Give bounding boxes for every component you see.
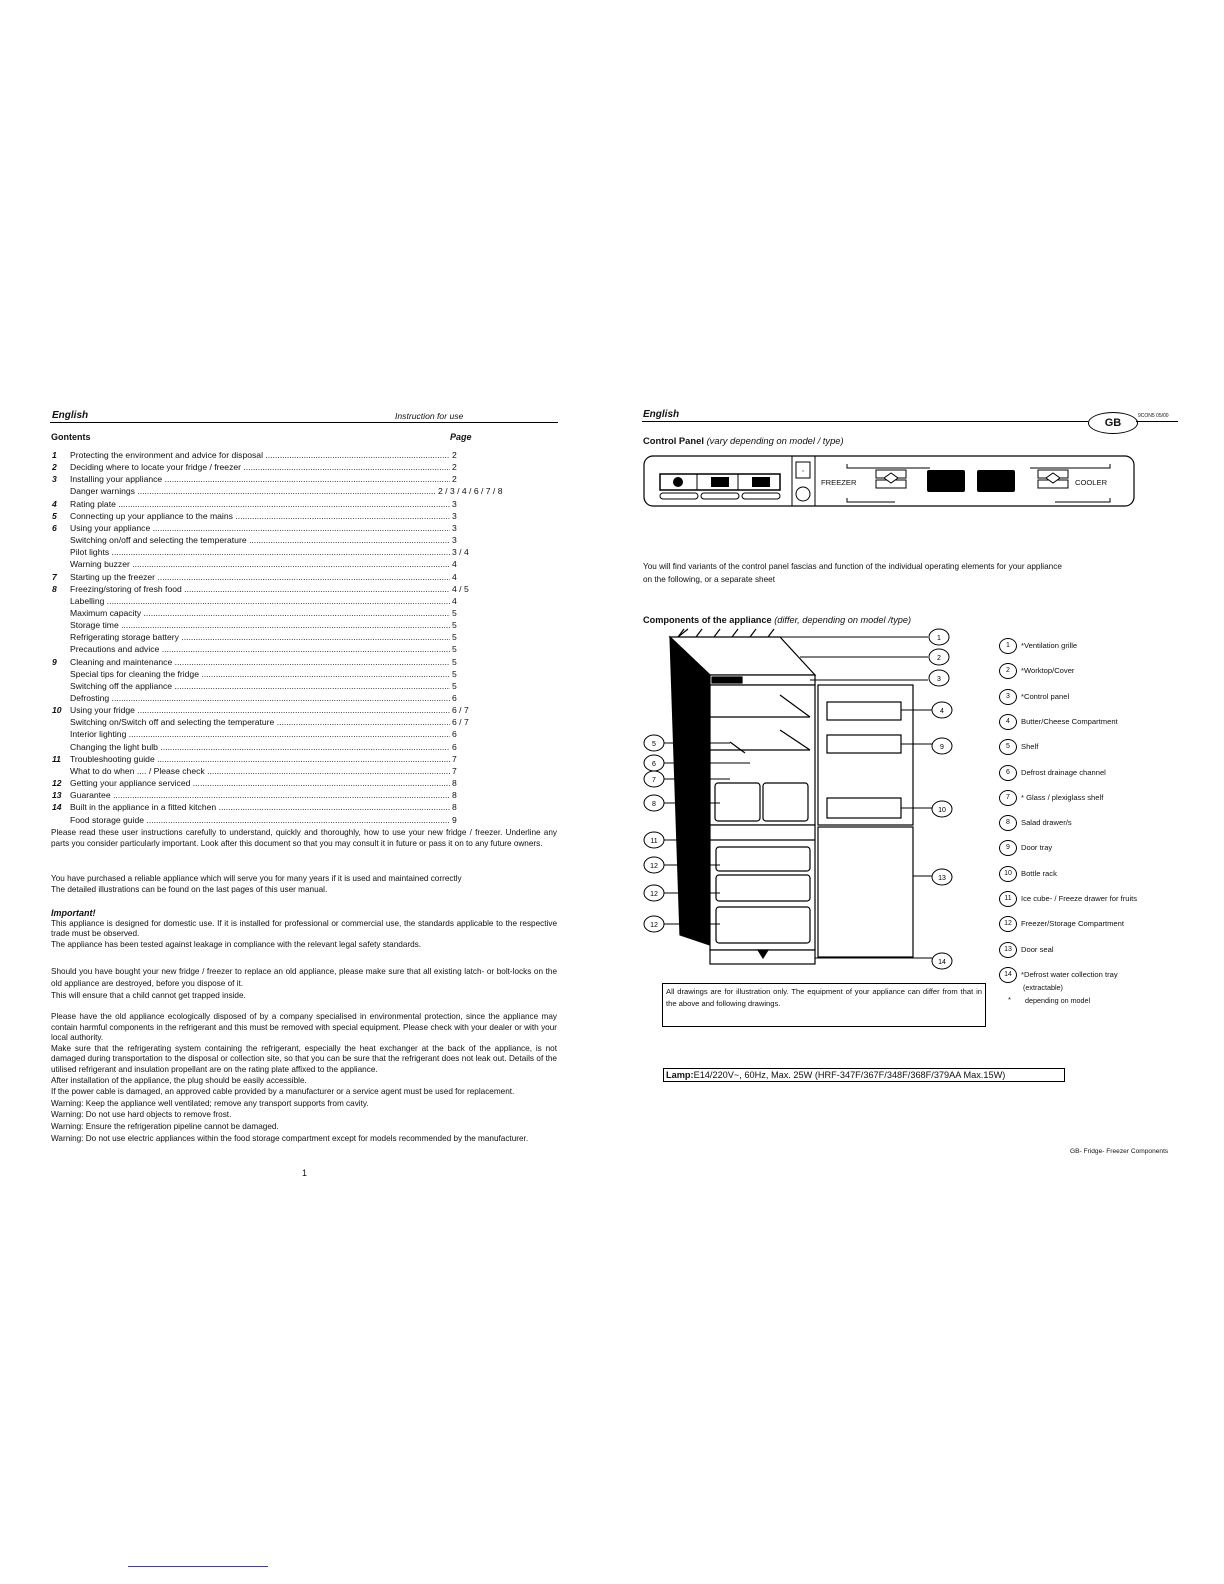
toc-title: Freezing/storing of fresh food ..... (70, 583, 490, 595)
contents-page-label: Page (450, 432, 472, 442)
component-label: *Worktop/Cover (1021, 666, 1075, 676)
callout-1: 1 (937, 635, 941, 642)
component-item (999, 662, 1074, 680)
disposal-section (51, 1012, 557, 1144)
drawings-note-box: All drawings are for illustration only. The equipment of your appliance can differ from that in the above and following drawings. (662, 983, 986, 1027)
left-header-title: Instruction for use (395, 411, 464, 421)
toc-number: 8 (52, 583, 57, 594)
toc-row (52, 814, 522, 826)
toc-page: 3 (450, 498, 522, 510)
toc-row (52, 595, 522, 607)
toc-title: What to do when .... / Please check ..... (70, 765, 490, 777)
toc-page: 9 (450, 814, 522, 826)
component-label: Defrost drainage channel (1021, 767, 1106, 777)
toc-page: 6 (450, 741, 522, 753)
display-dot (673, 477, 683, 487)
replace-text-1: Should you have bought your new fridge / freezer to replace an old appliance, please make sure that all existing latch- or bolt-locks on the old appliance are destroyed, before you dispose of it. (51, 967, 557, 988)
toc-row (52, 510, 522, 522)
toc-page: 4 (450, 571, 522, 583)
important-title: Important! (51, 908, 96, 918)
dispose-text-4: If the power cable is damaged, an approved cable provided by a manufacturer or a service agent must be used for replacement. (51, 1087, 515, 1097)
toc-row (52, 619, 522, 631)
callout-12c: 12 (650, 922, 658, 929)
toc-number: 7 (52, 571, 57, 582)
component-number: 7 (999, 790, 1017, 806)
cooler-display-black (977, 470, 1015, 492)
toc-page: 5 (450, 607, 522, 619)
component-label: Door tray (1021, 843, 1053, 853)
svg-text:·: · (801, 467, 805, 477)
toc-title: Danger warnings ..... (70, 485, 490, 497)
important-text-1: This appliance is designed for domestic use. If it is installed for professional or commercial use, the standards applicable to the respective trade must be observed. (51, 918, 557, 939)
callout-11: 11 (650, 838, 658, 845)
toc-title: Connecting up your appliance to the mains ..... (70, 510, 490, 522)
component-item (999, 865, 1057, 883)
component-item (999, 814, 1072, 832)
component-number: 5 (999, 739, 1017, 755)
toc-page: 5 (450, 656, 522, 668)
toc-row (52, 680, 522, 692)
page-number: 1 (302, 1168, 308, 1178)
extractable-note: (extractable) (1023, 983, 1063, 992)
variants-text-2: on the following, or a separate sheet (643, 575, 775, 584)
component-item (999, 966, 1118, 984)
component-number: 4 (999, 714, 1017, 730)
toc-number: 12 (52, 778, 62, 789)
toc-row (52, 668, 522, 680)
toc-title: Troubleshooting guide ..... (70, 753, 490, 765)
toc-row (52, 741, 522, 753)
toc-number: 9 (52, 656, 57, 667)
toc-row (52, 656, 522, 668)
callout-4: 4 (940, 708, 944, 715)
freezer-door (818, 827, 913, 957)
button-3 (742, 493, 780, 499)
component-item (999, 941, 1054, 959)
component-label: Shelf (1021, 742, 1039, 752)
component-item (999, 839, 1052, 857)
toc-title: Refrigerating storage battery ..... (70, 631, 490, 643)
toc-page: 5 (450, 619, 522, 631)
control-panel-drawing (640, 452, 1140, 512)
toc-title: Interior lighting ..... (70, 728, 490, 740)
button-1 (660, 493, 698, 499)
toc-row (52, 753, 522, 765)
warning-text-1: Warning: Keep the appliance well ventilated; remove any transport supports from cavity. (51, 1098, 369, 1108)
toc-number: 13 (52, 790, 62, 801)
toc-page: 3 (450, 534, 522, 546)
toc-page: 5 (450, 680, 522, 692)
component-item (999, 890, 1137, 908)
toc-number: 1 (52, 450, 57, 460)
callout-3: 3 (937, 676, 941, 683)
components-title: Components of the appliance (643, 615, 772, 625)
toc-row (52, 461, 522, 473)
toc-number: 6 (52, 522, 57, 533)
component-number: 2 (999, 663, 1017, 679)
callout-10: 10 (938, 807, 946, 814)
toc-row (52, 473, 522, 485)
toc-row (52, 498, 522, 510)
freezer-compartment (710, 825, 815, 950)
component-label: * Glass / plexiglass shelf (1021, 792, 1104, 802)
lamp-label: Lamp: (666, 1070, 694, 1080)
toc-title: Starting up the freezer ..... (70, 571, 490, 583)
toc-row (52, 449, 522, 461)
toc-row (52, 534, 522, 546)
component-number: 12 (999, 916, 1017, 932)
component-label: Freezer/Storage Compartment (1021, 919, 1124, 929)
callout-12a: 12 (650, 863, 658, 870)
right-header-language: English (643, 409, 680, 420)
component-number: 1 (999, 638, 1017, 654)
fridge-diagram (640, 625, 960, 975)
toc-page: 5 (450, 668, 522, 680)
callout-5: 5 (652, 741, 656, 748)
toc-title: Using your appliance ..... (70, 522, 490, 534)
purchase-paragraph (51, 874, 557, 895)
depending-note: depending on model (1025, 996, 1091, 1005)
toc-page: 5 (450, 631, 522, 643)
toc-title: Storage time ..... (70, 619, 490, 631)
toc-title: Cleaning and maintenance ..... (70, 656, 490, 668)
toc-page: 4 (450, 595, 522, 607)
toc-page: 8 (450, 777, 522, 789)
callout-9: 9 (940, 744, 944, 751)
toc-row (52, 789, 522, 801)
callout-8: 8 (652, 801, 656, 808)
intro-paragraph (51, 828, 557, 849)
right-header-rule (642, 421, 1088, 422)
toc-page: 4 (450, 558, 522, 570)
toc-row (52, 728, 522, 740)
callout-12b: 12 (650, 891, 658, 898)
display-segment-1 (711, 477, 729, 487)
toc-row (52, 777, 522, 789)
toc-row (52, 607, 522, 619)
right-header-rule-end (1136, 421, 1178, 422)
toc-page: 2 / 3 / 4 / 6 / 7 / 8 (436, 485, 508, 497)
component-number: 9 (999, 840, 1017, 856)
toc-title: Protecting the environment and advice for disposal ..... (70, 449, 490, 461)
toc-page: 6 (450, 692, 522, 704)
toc-number: 11 (52, 753, 61, 764)
component-label: *Defrost water collection tray (1021, 969, 1118, 979)
toc-title: Deciding where to locate your fridge / freezer ..... (70, 461, 490, 473)
toc-number: 14 (52, 802, 62, 813)
important-section (51, 908, 557, 950)
toc-row (52, 485, 522, 497)
toc-title: Defrosting ..... (70, 692, 490, 704)
toc-title: Switching on/Switch off and selecting the temperature ..... (70, 716, 490, 728)
toc-title: Getting your appliance serviced ..... (70, 777, 490, 789)
toc-row (52, 643, 522, 655)
dispose-text-2: Make sure that the refrigerating system containing the refrigerant, especially the heat exchanger at the back of the appliance, is not damaged during transportation to the disposal or collection site, so that you can be sure that the refrigerant does not leak out. Details of the utilised refrigerant and insulation propellant are on the rating plate affixed to the appliance. (51, 1043, 557, 1074)
dispose-text-3: After installation of the appliance, the plug should be easily accessible. (51, 1075, 307, 1085)
cooler-label: COOLER (1075, 478, 1108, 487)
callout-2: 2 (937, 655, 941, 662)
variants-text-1: You will find variants of the control panel fascias and function of the individual operating elements for your appliance (643, 562, 1062, 571)
callout-6: 6 (652, 761, 656, 768)
callout-14: 14 (938, 959, 946, 966)
component-item (999, 688, 1069, 706)
control-panel-heading (643, 435, 844, 446)
toc-row (52, 571, 522, 583)
toc-page: 3 (450, 522, 522, 534)
toc-title: Pilot lights ..... (70, 546, 490, 558)
toc-row (52, 801, 522, 813)
component-number: 8 (999, 815, 1017, 831)
replace-section (51, 966, 557, 1002)
component-item (999, 713, 1118, 731)
toc-row (52, 765, 522, 777)
toc-number: 10 (52, 705, 62, 716)
component-label: Salad drawer/s (1021, 818, 1072, 828)
toc-page: 2 (450, 461, 522, 473)
toc-row (52, 692, 522, 704)
replace-text-2: This will ensure that a child cannot get trapped inside. (51, 991, 246, 1000)
side-panel (670, 637, 710, 945)
toc-title: Rating plate ..... (70, 498, 490, 510)
component-number: 6 (999, 765, 1017, 781)
toc-row (52, 631, 522, 643)
lamp-spec-box (663, 1068, 1065, 1082)
toc-page: 2 (450, 449, 522, 461)
component-item (999, 637, 1077, 655)
component-label: Bottle rack (1021, 868, 1057, 878)
toc-title: Food storage guide ..... (70, 814, 490, 826)
left-header-language: English (52, 410, 89, 421)
freezer-display-black (927, 470, 965, 492)
component-item (999, 789, 1103, 807)
toc-row (52, 522, 522, 534)
toc-title: Installing your appliance ..... (70, 473, 490, 485)
callout-7: 7 (652, 777, 656, 784)
purchase-text-2: The detailed illustrations can be found on the last pages of this user manual. (51, 884, 328, 894)
display-segment-2 (752, 477, 770, 487)
power-knob-icon (796, 487, 810, 501)
right-footer: GB- Fridge- Freezer Components (1070, 1148, 1169, 1155)
toc-number: 3 (52, 474, 57, 485)
callout-13: 13 (938, 875, 946, 882)
button-2 (701, 493, 739, 499)
component-number: 13 (999, 942, 1017, 958)
toc-page: 6 / 7 (450, 704, 522, 716)
dispose-text-1: Please have the old appliance ecologically disposed of by a company specialised in environmental protection, since the appliance may contain harmful components in the refrigerant and this must be removed with special equipment. Please check with your dealer or with your local authority. (51, 1012, 557, 1043)
toc-page: 7 (450, 765, 522, 777)
left-header-rule (50, 422, 558, 423)
component-label: *Ventilation grille (1021, 641, 1078, 650)
component-number: 10 (999, 866, 1017, 882)
toc-row (52, 716, 522, 728)
toc-number: 4 (52, 498, 57, 509)
warning-text-2: Warning: Do not use hard objects to remove frost. (51, 1110, 232, 1120)
toc-title: Warning buzzer ..... (70, 558, 490, 570)
toc-page: 8 (450, 789, 522, 801)
component-item (999, 764, 1106, 782)
component-label: Butter/Cheese Compartment (1021, 716, 1118, 726)
component-label: Ice cube- / Freeze drawer for fruits (1021, 894, 1138, 903)
component-item (999, 915, 1124, 933)
gb-badge: GB (1088, 412, 1138, 434)
toc-page: 8 (450, 801, 522, 813)
toc-row (52, 583, 522, 595)
toc-page: 4 / 5 (450, 583, 522, 595)
toc-number: 5 (52, 510, 57, 521)
component-number: 3 (999, 689, 1017, 705)
toc-page: 3 / 4 (450, 546, 522, 558)
toc-title: Built in the appliance in a fitted kitchen ..... (70, 801, 490, 813)
toc-title: Special tips for cleaning the fridge ..... (70, 668, 490, 680)
toc-row (52, 704, 522, 716)
toc-title: Labelling ..... (70, 595, 490, 607)
doc-code: 9CON5 05/00 (1138, 413, 1169, 419)
variants-paragraph (643, 560, 1062, 586)
toc-page: 3 (450, 510, 522, 522)
component-number: 11 (999, 891, 1017, 907)
fridge-door (818, 685, 913, 825)
important-text-2: The appliance has been tested against leakage in compliance with the relevant legal safety standards. (51, 939, 422, 949)
component-number: 14 (999, 967, 1017, 983)
toc-row (52, 558, 522, 570)
contents-title: Gontents (51, 432, 91, 442)
control-panel-title: Control Panel (643, 435, 704, 446)
asterisk-mark: * (1008, 995, 1011, 1004)
components-note: (differ, depending on model /type) (774, 615, 912, 625)
toc-title: Switching on/off and selecting the temperature ..... (70, 534, 490, 546)
warning-text-4: Warning: Do not use electric appliances within the food storage compartment except for models recommended by the manufacturer. (51, 1133, 529, 1143)
toc-number: 2 (52, 462, 57, 473)
toc-page: 5 (450, 643, 522, 655)
toc-title: Using your fridge ..... (70, 704, 490, 716)
intro-text: Please read these user instructions carefully to understand, quickly and thoroughly, how to use your new fridge / freezer. Underline any parts you consider particularly important. Look after this document so that you may consult it in future or pass it on to any future owners. (51, 828, 557, 848)
toc-page: 7 (450, 753, 522, 765)
toc-page: 6 (450, 728, 522, 740)
control-panel-note: (vary depending on model / type) (706, 435, 844, 446)
warning-text-3: Warning: Ensure the refrigeration pipeline cannot be damaged. (51, 1121, 279, 1131)
bottom-link-line (128, 1566, 268, 1567)
toc-page: 2 (450, 473, 522, 485)
components-heading (643, 615, 911, 625)
purchase-text-1: You have purchased a reliable appliance which will serve you for many years if it is used and maintained correctly (51, 874, 462, 883)
lamp-text: E14/220V~, 60Hz, Max. 25W (HRF-347F/367F/348F/368F/379AA Max.15W) (693, 1070, 1006, 1080)
component-item (999, 738, 1038, 756)
toc-title: Changing the light bulb ..... (70, 741, 490, 753)
toc-title: Guarantee ..... (70, 789, 490, 801)
component-label: *Control panel (1021, 691, 1070, 701)
toc-title: Maximum capacity ..... (70, 607, 490, 619)
toc-row (52, 546, 522, 558)
toc-page: 6 / 7 (450, 716, 522, 728)
toc-title: Switching off the appliance ..... (70, 680, 490, 692)
toc-title: Precautions and advice ..... (70, 643, 490, 655)
freezer-label: FREEZER (821, 478, 857, 487)
component-label: Door seal (1021, 944, 1054, 954)
